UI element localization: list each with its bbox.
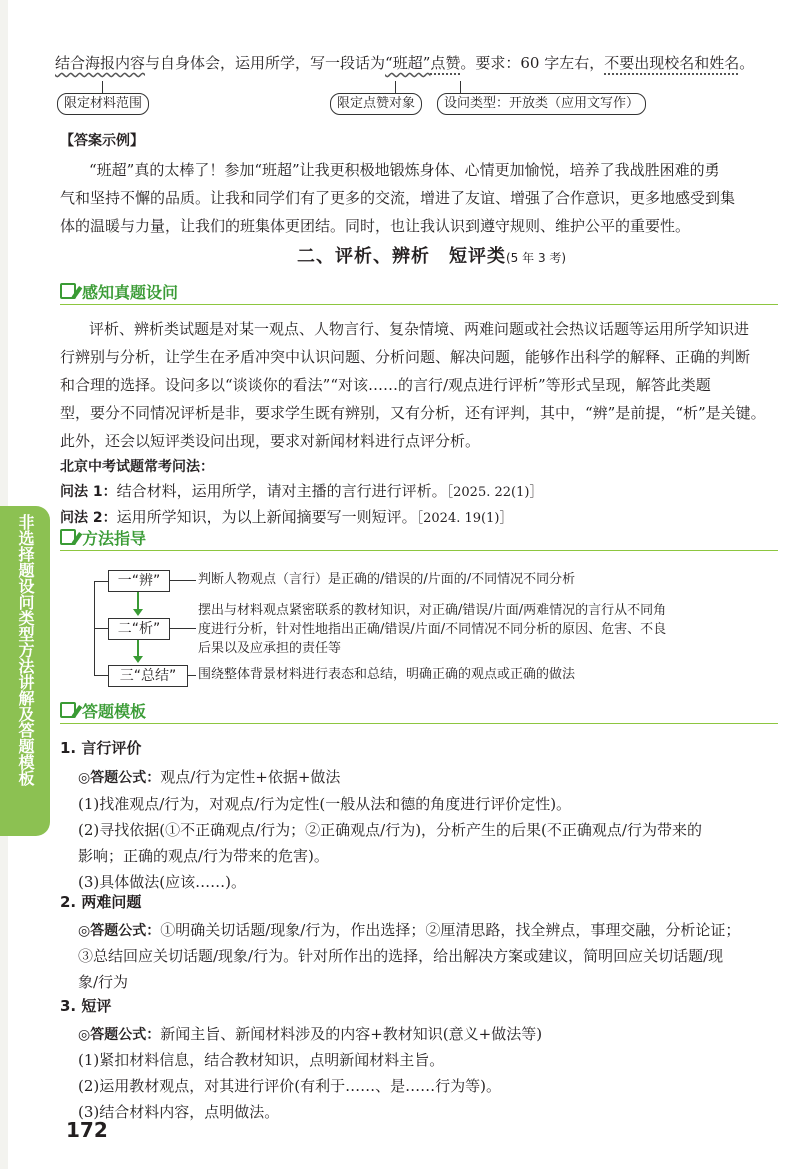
step-box-zongjie: 三“总结” xyxy=(108,665,188,687)
s1-formula-label: ◎答题公式： xyxy=(78,770,161,786)
diagram-bracket xyxy=(94,628,108,629)
connector-line xyxy=(170,628,196,629)
step-box-xi: 二“析” xyxy=(108,618,170,640)
s1-item: 影响；正确的观点/行为带来的危害)。 xyxy=(78,847,329,865)
praise-target-text: “班超” xyxy=(385,54,431,72)
step-desc-xi: 度进行分析，针对性地指出正确/错误/片面/不同情况不同分析的原因、危害、不良 xyxy=(198,622,667,637)
answer-line-1: “班超”真的太棒了！参加“班超”让我更积极地锻炼身体、心情更加愉悦，培养了我战胜困难的勇 xyxy=(89,161,720,179)
s3-item: (3)结合材料内容，点明做法。 xyxy=(78,1103,280,1121)
s1-formula xyxy=(78,764,340,791)
section-note: (5 年 3 考) xyxy=(506,251,567,265)
praise-keyword: 点赞 xyxy=(430,54,461,72)
perceive-para-line: 型，要分不同情况评析是非，要求学生既有辨别，又有分析，还有评判，其中，“辨”是前提，“析”是关键。 xyxy=(60,404,766,422)
s3-item: (2)运用教材观点，对其进行评价(有利于……、是……行为等)。 xyxy=(78,1077,501,1095)
annotation-tick xyxy=(102,81,103,93)
s3-formula xyxy=(78,1021,542,1048)
s2-formula xyxy=(78,917,740,944)
answer-line-2: 气和坚持不懈的品质。让我和同学们有了更多的交流，增进了友谊、增强了合作意识，更多地感受到集 xyxy=(60,189,736,207)
s2-line: 象/行为 xyxy=(78,973,129,991)
method-heading-text: 方法指导 xyxy=(82,528,147,548)
s1-formula-text: 观点/行为定性+依据+做法 xyxy=(160,768,341,786)
perceive-para-line: 此外，还会以短评类设问出现，要求对新闻材料进行点评分析。 xyxy=(60,432,481,450)
s2-title: 2. 两难问题 xyxy=(60,893,142,911)
s1-item: (2)寻找依据(①不正确观点/行为；②正确观点/行为)，分析产生的后果(不正确观点/行为带来的 xyxy=(78,821,702,839)
connector-line xyxy=(170,580,196,581)
period: 。 xyxy=(739,54,755,72)
question-line xyxy=(55,50,754,76)
perceive-heading xyxy=(60,278,778,305)
forbidden-text: 不要出现校名和姓名 xyxy=(604,54,740,72)
exam-label: 北京中考试题常考问法： xyxy=(60,459,214,475)
diagram-bracket xyxy=(94,581,108,582)
q1-source: ［2025. 22(1)］ xyxy=(446,485,543,500)
flow-arrow xyxy=(137,640,139,657)
s1-item: (1)找准观点/行为，对观点/行为定性(一般从法和德的角度进行评价定性)。 xyxy=(78,795,572,813)
section-title xyxy=(297,242,566,268)
annotation-tick xyxy=(460,81,461,93)
edit-icon xyxy=(60,283,76,299)
step-desc-xi: 摆出与材料观点紧密联系的教材知识，对正确/错误/片面/两难情况的言行从不同角 xyxy=(198,603,667,618)
step-desc-bian: 判断人物观点（言行）是正确的/错误的/片面的/不同情况不同分析 xyxy=(198,572,576,587)
template-heading-text: 答题模板 xyxy=(82,701,147,721)
edit-icon xyxy=(60,702,76,718)
page-number: 172 xyxy=(66,1118,108,1142)
s3-formula-label: ◎答题公式： xyxy=(78,1027,161,1043)
material-scope-text: 结合海报内容 xyxy=(55,54,146,72)
side-tab xyxy=(0,506,50,836)
q1-label: 问法 1： xyxy=(60,484,117,500)
diagram-bracket xyxy=(94,675,108,676)
s3-title: 3. 短评 xyxy=(60,997,112,1015)
section-title-text: 二、评析、辨析 短评类 xyxy=(297,246,506,267)
q2-source: ［2024. 19(1)］ xyxy=(416,511,513,526)
s2-formula-label: ◎答题公式： xyxy=(78,923,161,939)
s2-line: ③总结回应关切话题/现象/行为。针对所作出的选择，给出解决方案或建议，简明回应关切话题/现 xyxy=(78,947,724,965)
perceive-heading-text: 感知真题设问 xyxy=(82,282,179,302)
step-desc-xi: 后果以及应承担的责任等 xyxy=(198,641,342,656)
method-heading xyxy=(60,524,778,551)
answer-line-3: 体的温暖与力量，让我们的班集体更团结。同时，也让我认识到遵守规则、维护公平的重要性。 xyxy=(60,217,691,235)
side-tab-text: 非选择题设问类型方法讲解及答题模板 xyxy=(16,514,35,786)
flow-arrow xyxy=(137,592,139,610)
q2-text: 运用所学知识，为以上新闻摘要写一则短评。 xyxy=(116,508,417,526)
perceive-para-line: 评析、辨析类试题是对某一观点、人物言行、复杂情境、两难问题或社会热议话题等运用所学知识进 xyxy=(89,320,750,338)
s1-title: 1. 言行评价 xyxy=(60,739,142,757)
answer-example-label: 【答案示例】 xyxy=(60,133,144,149)
template-heading xyxy=(60,697,778,724)
step-desc-zongjie: 围绕整体背景材料进行表态和总结，明确正确的观点或正确的做法 xyxy=(198,667,576,682)
q2-label: 问法 2： xyxy=(60,510,117,526)
connector-line xyxy=(188,675,196,676)
s1-item: (3)具体做法(应该……)。 xyxy=(78,873,246,891)
s2-formula-text: ①明确关切话题/现象/行为，作出选择；②厘清思路，找全辨点，事理交融，分析论证； xyxy=(160,921,741,939)
tag-question-type: 设问类型：开放类（应用文写作） xyxy=(437,93,646,115)
perceive-para-line: 和合理的选择。设问多以“谈谈你的看法”“对该……的言行/观点进行评析”等形式呈现，解答此类题 xyxy=(60,376,711,394)
tag-praise-target: 限定点赞对象 xyxy=(330,93,422,115)
q1-text: 结合材料，运用所学，请对主播的言行进行评析。 xyxy=(116,482,447,500)
question-text: 与自身体会，运用所学，写一段话为 xyxy=(145,54,386,72)
perceive-para-line: 行辨别与分析，让学生在矛盾冲突中认识问题、分析问题、解决问题，能够作出科学的解释、正确的判断 xyxy=(60,348,751,366)
edit-icon xyxy=(60,529,76,545)
s3-formula-text: 新闻主旨、新闻材料涉及的内容+教材知识(意义+做法等) xyxy=(160,1025,543,1043)
s3-item: (1)紧扣材料信息，结合教材知识，点明新闻材料主旨。 xyxy=(78,1051,445,1069)
tag-material-scope: 限定材料范围 xyxy=(57,93,149,115)
annotation-tick xyxy=(395,81,396,93)
requirement-text: 。要求：60 字左右， xyxy=(460,54,605,72)
step-box-bian: 一“辨” xyxy=(108,570,170,592)
question-form-1 xyxy=(60,478,542,506)
